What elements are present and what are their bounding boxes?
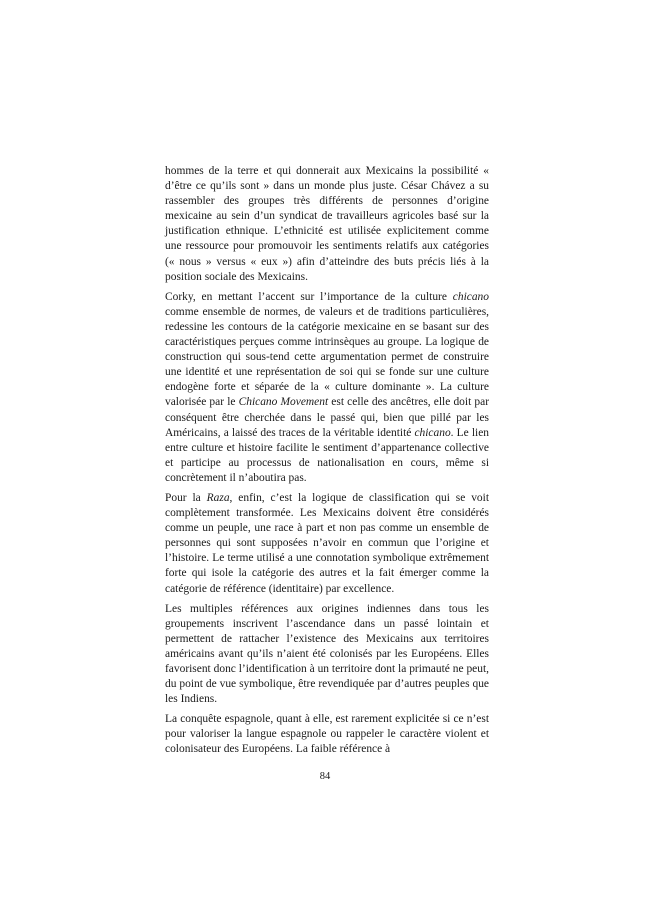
text-segment: hommes de la terre et qui donnerait aux Mexicains la possibilité « d’être ce qu’ils sont » dans un monde plus juste. César Chávez a su rassembler des groupes très différents de personnes d’origine mexicaine au sein d’un syndicat de travailleurs agricoles basé sur la justification ethnique. L’ethnicité est utilisée explicitement comme une ressource pour promouvoir les sentiments relatifs aux catégories (« nous » versus « eux ») afin d’atteindre des buts précis liés à la position sociale des Mexicains. [165, 165, 489, 283]
text-segment: est celle des ancêtres, elle doit par conséquent être cherchée dans le passé qui, bien que pillé par les Américains, a laissé des traces de la véritable identité [165, 396, 490, 439]
paragraph-1 [165, 164, 489, 285]
paragraph-2 [165, 290, 489, 486]
text-segment: , enfin, c’est la logique de classification qui se voit complètement transformée. Les Mexicains doivent être considérés comme un peuple, une race à part et non pas comme un ensemble de personnes qui sont supposées n’avoir en commun que l’origine et l’histoire. Le terme utilisé a une connotation symbolique extrêmement forte qui isole la catégorie des autres et la fait émerger comme la catégorie de référence (identitaire) par excellence. [165, 491, 489, 595]
page-number: 84 [319, 771, 331, 782]
text-segment: Pour la [165, 491, 207, 504]
italic-term: Chicano Movement [238, 396, 329, 409]
paragraph-5 [165, 712, 489, 757]
text-segment: La conquête espagnole, quant à elle, est rarement explicitée si ce n’est pour valoriser la langue espagnole ou rappeler le caractère violent et colonisateur des Européens. La faible référence à [165, 713, 489, 756]
paragraph-3 [165, 491, 489, 597]
text-segment: Les multiples références aux origines indiennes dans tous les groupements inscrivent l’ascendance dans un passé lointain et permettent de rattacher l’existence des Mexicains aux territoires américains avant qu’ils n’aient été colonisés par les Européens. Elles favorisent donc l’identification à un territoire dont la primauté ne peut, du point de vue symbolique, être revendiquée par d’autres peuples que les Indiens. [165, 602, 489, 706]
text-segment: . Le lien entre culture et histoire facilite le sentiment d’appartenance collective et participe au processus de nationalisation en cours, même si concrètement il n’aboutira pas. [165, 426, 489, 484]
text-segment: comme ensemble de normes, de valeurs et de traditions particulières, redessine les contours de la catégorie mexicaine en se basant sur des caractéristiques perçues comme intrinsèques au groupe. La logique de construction qui sous-tend cette argumentation permet de construire une identité et une représentation de soi qui se fonde sur une culture endogène forte et séparée de la « culture dominante ». La culture valorisée par le [165, 305, 489, 409]
text-segment: Corky, en mettant l’accent sur l’importance de la culture [165, 290, 453, 303]
italic-term: Raza [206, 491, 230, 504]
italic-term: chicano [414, 426, 451, 439]
body-text [165, 164, 489, 758]
paragraph-4 [165, 602, 489, 708]
italic-term: chicano [452, 290, 489, 303]
